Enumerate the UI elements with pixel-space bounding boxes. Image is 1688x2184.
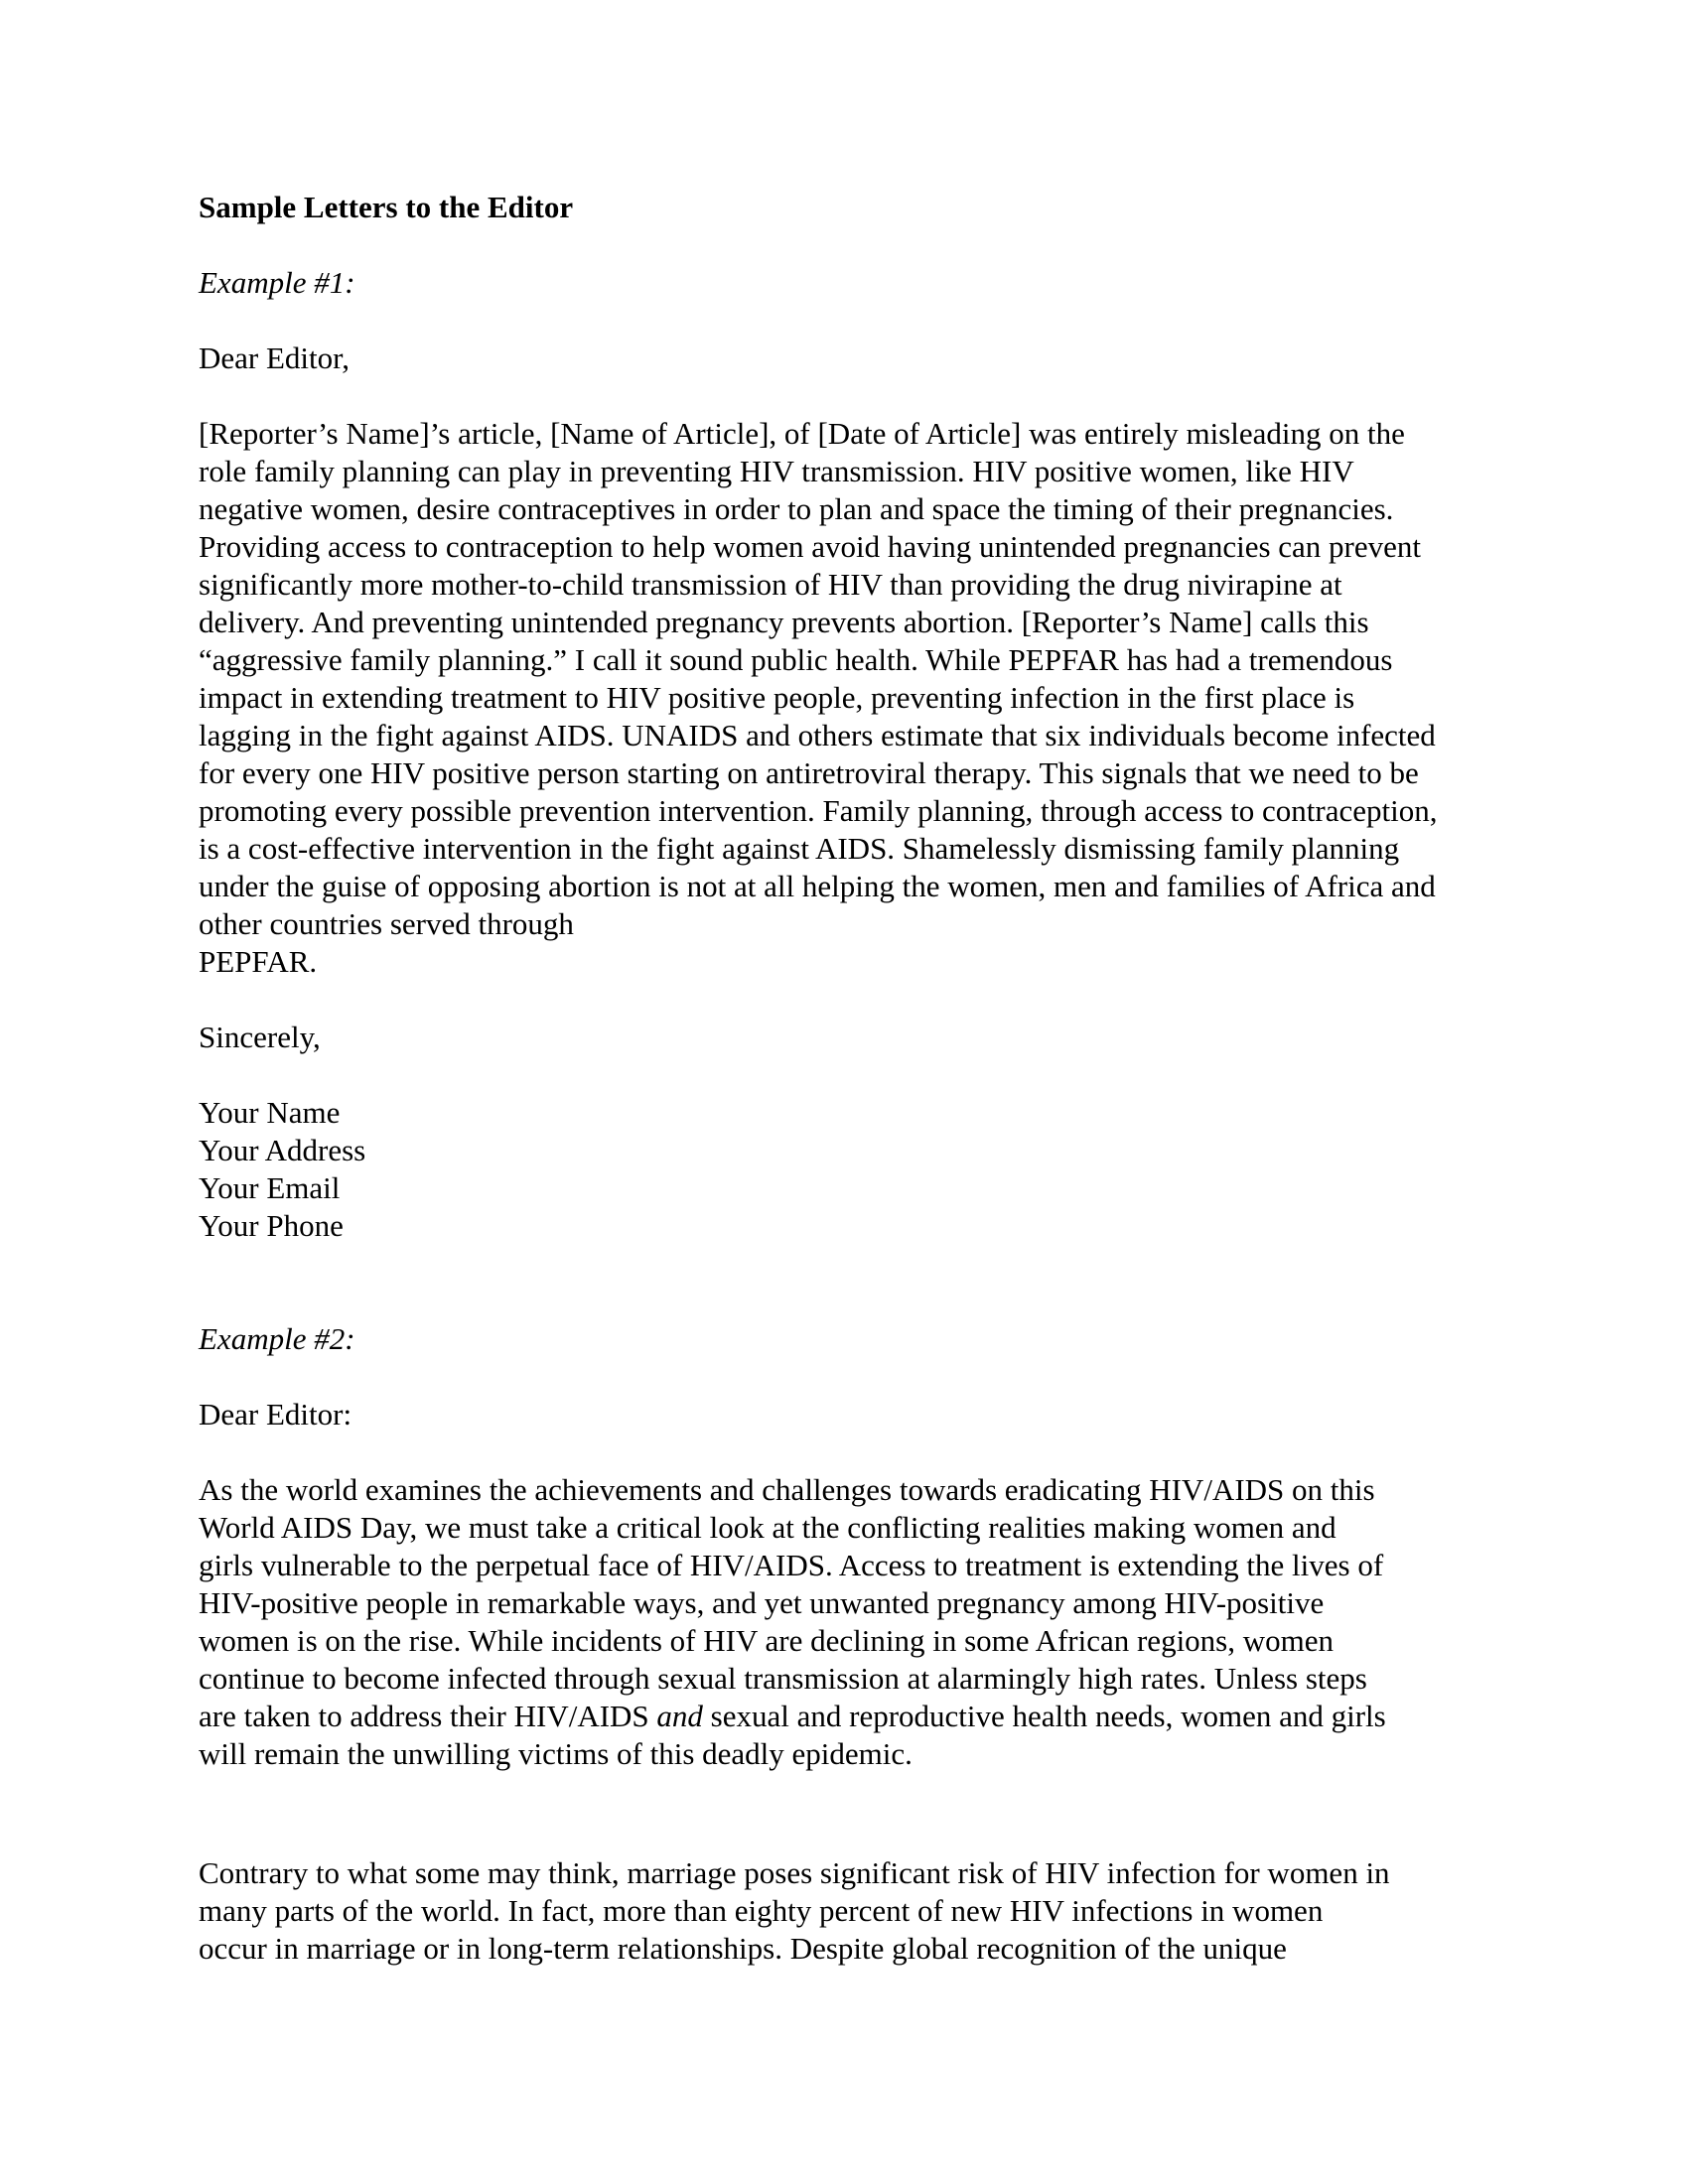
body-line: is a cost-effective intervention in the fight against AIDS. Shamelessly dismissing family planning [199,831,1400,866]
spacer [199,1433,1489,1471]
text-run: sexual and reproductive health needs, women and girls [702,1699,1386,1733]
spacer [199,1245,1489,1320]
body-line: lagging in the fight against AIDS. UNAIDS and others estimate that six individuals become infected [199,718,1436,752]
document-page [199,189,1489,1968]
body-line: other countries served through [199,906,574,941]
body-line: for every one HIV positive person starting on antiretroviral therapy. This signals that we need to be [199,755,1419,790]
body-line: girls vulnerable to the perpetual face of HIV/AIDS. Access to treatment is extending the lives of [199,1548,1384,1582]
body-line: continue to become infected through sexual transmission at alarmingly high rates. Unless steps [199,1661,1367,1696]
body-line-emphasis [199,1698,1489,1735]
example-1-body [199,415,1489,981]
signature-email: Your Email [199,1170,341,1205]
example-1-closing: Sincerely, [199,1020,321,1054]
example-2-paragraph-1 [199,1471,1489,1773]
body-line: under the guise of opposing abortion is not at all helping the women, men and families of Africa and [199,869,1436,903]
spacer [199,226,1489,264]
spacer [199,1773,1489,1854]
spacer [199,377,1489,415]
body-line: significantly more mother-to-child transmission of HIV than providing the drug nivirapine at [199,567,1342,602]
body-line: impact in extending treatment to HIV positive people, preventing infection in the first place is [199,680,1355,715]
spacer [199,981,1489,1019]
body-line: “aggressive family planning.” I call it sound public health. While PEPFAR has had a tremendous [199,642,1393,677]
example-1-signature [199,1094,1489,1245]
body-line: Providing access to contraception to help women avoid having unintended pregnancies can prevent [199,529,1422,564]
body-line: promoting every possible prevention intervention. Family planning, through access to contraception, [199,793,1438,828]
body-line: PEPFAR. [199,944,318,979]
example-2-salutation: Dear Editor: [199,1397,352,1432]
spacer [199,1358,1489,1396]
emphasized-word: and [656,1699,703,1733]
signature-name: Your Name [199,1095,341,1130]
signature-address: Your Address [199,1133,366,1167]
text-run: are taken to address their HIV/AIDS [199,1699,657,1733]
spacer [199,1056,1489,1094]
signature-phone: Your Phone [199,1208,344,1243]
spacer [199,302,1489,340]
body-line: HIV-positive people in remarkable ways, and yet unwanted pregnancy among HIV-positive [199,1585,1325,1620]
example-1-label: Example #1: [199,265,355,300]
body-line: negative women, desire contraceptives in order to plan and space the timing of their pregnancies. [199,491,1394,526]
body-line: occur in marriage or in long-term relationships. Despite global recognition of the unique [199,1931,1287,1966]
body-line: As the world examines the achievements and challenges towards eradicating HIV/AIDS on this [199,1472,1375,1507]
body-line: [Reporter’s Name]’s article, [Name of Article], of [Date of Article] was entirely misleading on the [199,416,1405,451]
body-line: many parts of the world. In fact, more than eighty percent of new HIV infections in women [199,1893,1324,1928]
body-line: World AIDS Day, we must take a critical look at the conflicting realities making women and [199,1510,1336,1545]
document-title: Sample Letters to the Editor [199,190,574,224]
body-line: will remain the unwilling victims of this deadly epidemic. [199,1736,913,1771]
body-line: role family planning can play in preventing HIV transmission. HIV positive women, like HIV [199,454,1354,488]
body-line: women is on the rise. While incidents of HIV are declining in some African regions, women [199,1623,1335,1658]
body-line: delivery. And preventing unintended pregnancy prevents abortion. [Reporter’s Name] calls this [199,605,1369,639]
example-1-salutation: Dear Editor, [199,341,350,375]
example-2-label: Example #2: [199,1321,355,1356]
body-line: Contrary to what some may think, marriage poses significant risk of HIV infection for women in [199,1855,1390,1890]
example-2-paragraph-2 [199,1854,1489,1968]
